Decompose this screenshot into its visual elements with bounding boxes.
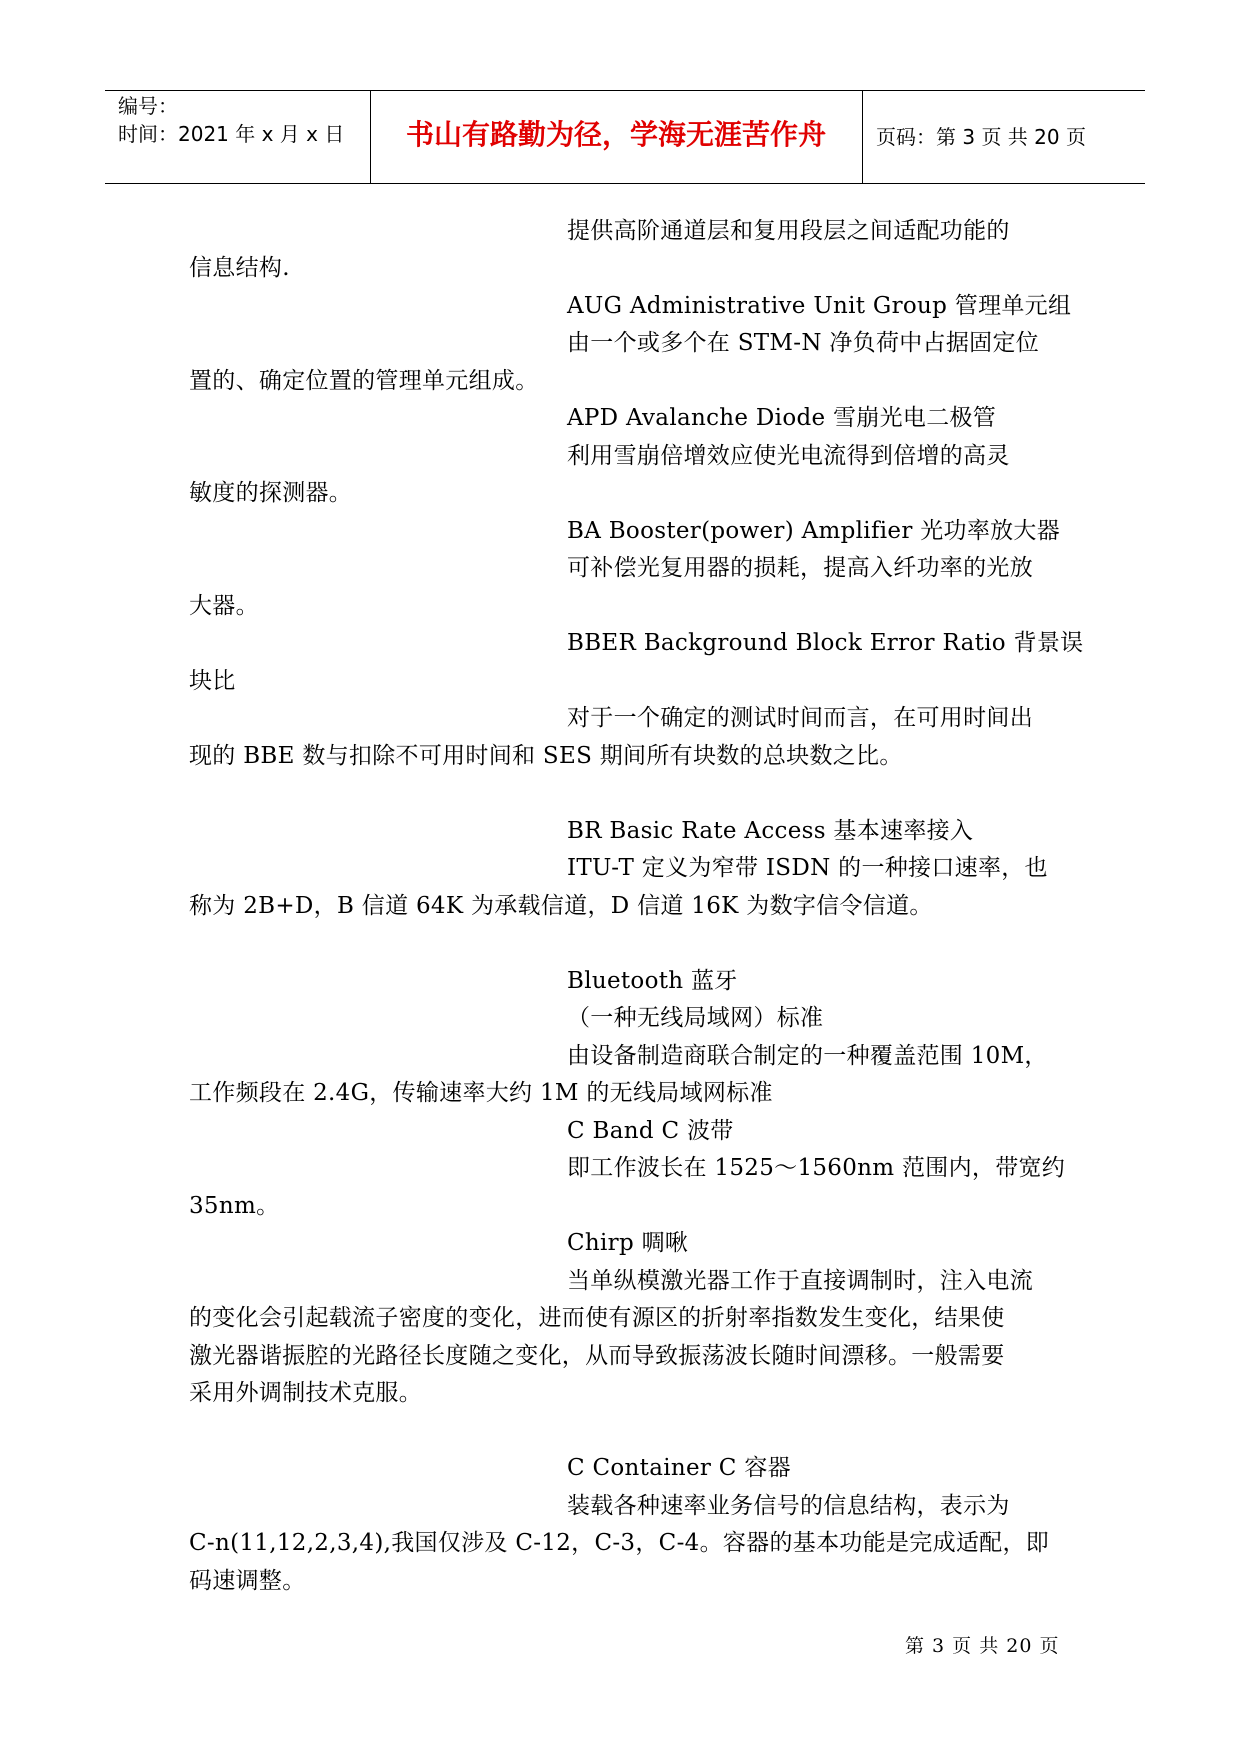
text-line: 提供高阶通道层和复用段层之间适配功能的: [567, 218, 1010, 244]
text-line: 大器。: [189, 593, 259, 619]
term-heading: C Band C 波带: [567, 1118, 734, 1144]
text-line: 置的、确定位置的管理单元组成。: [189, 368, 539, 394]
term-heading: BR Basic Rate Access 基本速率接入: [567, 818, 974, 844]
text-line: 工作频段在 2.4G，传输速率大约 1M 的无线局域网标准: [189, 1080, 773, 1106]
term-heading: C Container C 容器: [567, 1455, 791, 1481]
text-line: 对于一个确定的测试时间而言，在可用时间出: [567, 705, 1033, 731]
text-line: 可补偿光复用器的损耗，提高入纤功率的光放: [567, 555, 1033, 581]
text-line: 利用雪崩倍增效应使光电流得到倍增的高灵: [567, 443, 1010, 469]
text-line: C-n(11,12,2,3,4),我国仅涉及 C-12，C-3，C-4。容器的基本功能是完成适配，即: [189, 1530, 1050, 1556]
text-line: 激光器谐振腔的光路径长度随之变化，从而导致振荡波长随时间漂移。一般需要: [189, 1343, 1005, 1369]
header-top-rule: [105, 90, 1145, 91]
text-line: 采用外调制技术克服。: [189, 1380, 422, 1406]
term-heading: APD Avalanche Diode 雪崩光电二极管: [567, 405, 997, 431]
text-line: 块比: [189, 668, 236, 694]
header-page-number: 页码：第 3 页 共 20 页: [876, 125, 1086, 149]
text-line: 称为 2B+D，B 信道 64K 为承载信道，D 信道 16K 为数字信令信道。: [189, 893, 933, 919]
text-line: 当单纵模激光器工作于直接调制时，注入电流: [567, 1268, 1033, 1294]
serial-number-label: 编号：: [118, 94, 178, 118]
term-heading: BA Booster(power) Amplifier 光功率放大器: [567, 518, 1061, 544]
term-heading: BBER Background Block Error Ratio 背景误: [567, 630, 1084, 656]
term-heading: Chirp 啁啾: [567, 1230, 689, 1256]
header-bottom-rule: [105, 183, 1145, 184]
text-line: 即工作波长在 1525～1560nm 范围内，带宽约: [567, 1155, 1066, 1181]
text-line: 码速调整。: [189, 1568, 306, 1594]
header-divider-left: [370, 90, 371, 184]
text-line: 35nm。: [189, 1193, 280, 1219]
text-line: （一种无线局域网）标准: [567, 1005, 824, 1031]
term-heading: AUG Administrative Unit Group 管理单元组: [567, 293, 1072, 319]
text-line: 信息结构.: [189, 255, 290, 281]
text-line: ITU-T 定义为窄带 ISDN 的一种接口速率，也: [567, 855, 1048, 881]
header-slogan: 书山有路勤为径，学海无涯苦作舟: [405, 118, 826, 151]
text-line: 敏度的探测器。: [189, 480, 353, 506]
text-line: 的变化会引起载流子密度的变化，进而使有源区的折射率指数发生变化，结果使: [189, 1305, 1005, 1331]
text-line: 现的 BBE 数与扣除不可用时间和 SES 期间所有块数的总块数之比。: [189, 743, 903, 769]
footer-page-number: 第 3 页 共 20 页: [905, 1635, 1060, 1657]
text-line: 由一个或多个在 STM-N 净负荷中占据固定位: [567, 330, 1040, 356]
text-line: 由设备制造商联合制定的一种覆盖范围 10M，: [567, 1043, 1048, 1069]
text-line: 装载各种速率业务信号的信息结构，表示为: [567, 1493, 1010, 1519]
term-heading: Bluetooth 蓝牙: [567, 968, 738, 994]
header-divider-right: [862, 90, 863, 184]
date-label: 时间：2021 年 x 月 x 日: [118, 122, 345, 146]
